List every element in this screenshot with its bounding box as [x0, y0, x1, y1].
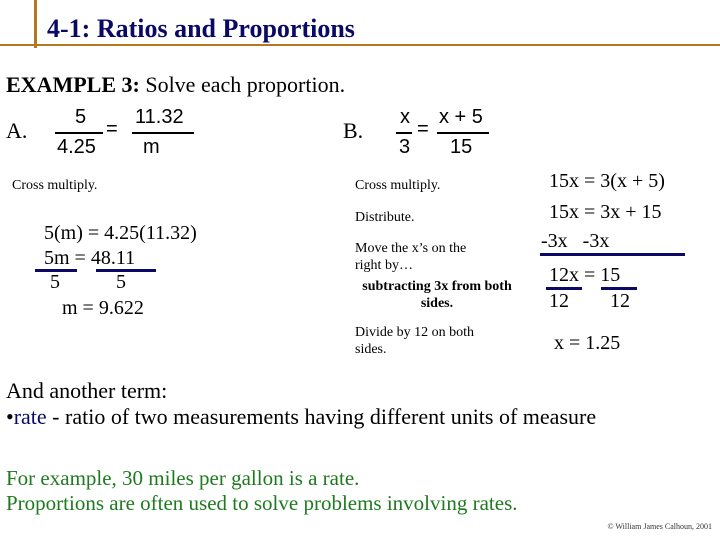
part-a-rhs-numerator: 11.32 [135, 106, 184, 128]
part-b-step-subtract: subtracting 3x from both sides. [362, 279, 512, 311]
part-a-lhs-denominator: 4.25 [57, 136, 96, 158]
rate-example-line-2: Proportions are often used to solve problems involving rates. [6, 491, 518, 515]
term-definition-block [6, 378, 596, 430]
term-intro: And another term: [6, 378, 168, 403]
header-horizontal-rule [0, 44, 720, 46]
slide-title: 4-1: Ratios and Proportions [47, 14, 355, 43]
term-definition: - ratio of two measurements having different units of measure [46, 404, 597, 429]
part-b-work-line-4: 12x = 15 [549, 264, 621, 286]
part-b-divisor-right: 12 [610, 290, 630, 312]
part-b-step-move-x: Move the x’s on the right by… [355, 241, 467, 273]
part-b-subtract-line: -3x -3x [541, 230, 610, 252]
example-instruction: Solve each proportion. [145, 72, 346, 97]
part-a-label: A. [6, 118, 28, 143]
part-b-rhs-numerator: x + 5 [439, 106, 483, 128]
part-a-answer: m = 9.622 [62, 297, 144, 319]
part-b-answer: x = 1.25 [554, 332, 621, 354]
part-b-step-cross-multiply: Cross multiply. [355, 178, 441, 193]
part-b-equals: = [417, 118, 429, 140]
header-vertical-rule [34, 0, 37, 48]
part-b-label: B. [343, 118, 364, 143]
part-b-work-line-1: 15x = 3(x + 5) [549, 170, 665, 192]
part-a-work-line-2: 5m = 48.11 [44, 247, 136, 269]
bullet: • [6, 404, 14, 429]
part-a-rhs-fraction-bar [132, 132, 194, 134]
part-b-lhs-fraction-bar [396, 132, 412, 134]
rate-example-line-1: For example, 30 miles per gallon is a rate. [6, 466, 360, 490]
part-a-divide-underline-right [96, 269, 156, 272]
part-b-divisor-left: 12 [549, 290, 569, 312]
term-rate-definition [6, 404, 596, 430]
part-b-rhs-fraction-bar [437, 132, 489, 134]
part-b-work-line-2: 15x = 3x + 15 [549, 201, 662, 223]
example-heading [6, 72, 345, 98]
part-b-lhs-numerator: x [400, 106, 410, 128]
term-keyword: rate [13, 404, 47, 429]
part-a-step-cross-multiply: Cross multiply. [12, 178, 98, 193]
rate-example-text [6, 466, 518, 516]
part-b-lhs-denominator: 3 [399, 136, 411, 158]
part-a-rhs-denominator: m [143, 136, 160, 158]
part-b-rhs-denominator: 15 [450, 136, 473, 158]
copyright: © William James Calhoun, 2001 [607, 522, 712, 531]
part-a-lhs-numerator: 5 [75, 106, 87, 128]
part-a-divisor-left: 5 [50, 271, 60, 293]
part-a-work-line-1: 5(m) = 4.25(11.32) [44, 222, 197, 244]
part-a-equals: = [106, 118, 118, 140]
part-b-step-distribute: Distribute. [355, 210, 415, 225]
part-b-step-divide: Divide by 12 on both sides. [355, 325, 474, 357]
example-label: EXAMPLE 3: [6, 72, 140, 97]
part-a-divisor-right: 5 [116, 271, 126, 293]
part-b-subtract-underline [540, 253, 685, 256]
part-a-lhs-fraction-bar [55, 132, 103, 134]
